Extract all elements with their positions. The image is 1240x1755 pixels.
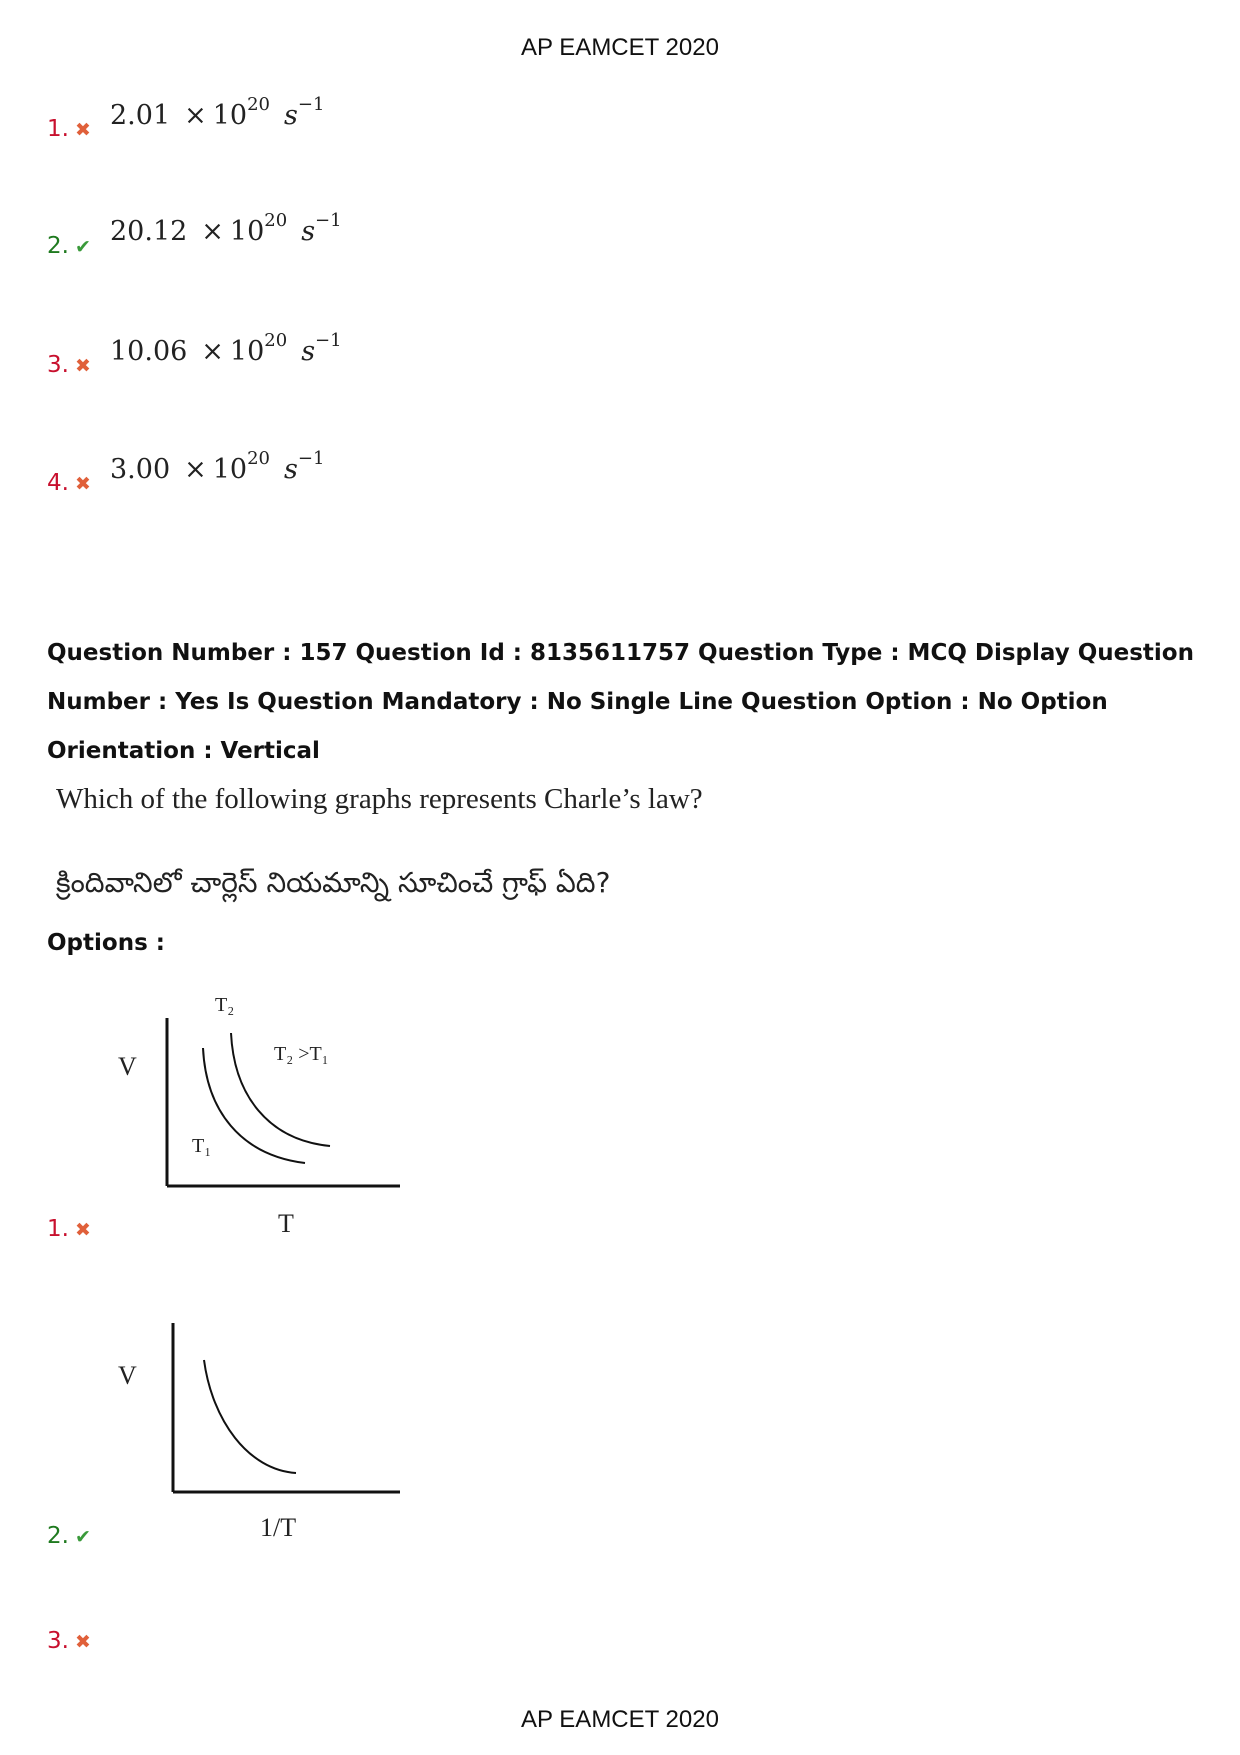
curve-relation-note: T₂ >T₁	[274, 1043, 329, 1065]
option-number: 1.	[47, 116, 69, 142]
option-1	[47, 1216, 91, 1242]
option-2-graph	[118, 1323, 400, 1542]
x-axis-label: 1/T	[260, 1513, 297, 1542]
prev-option-4-formula: $3.00 \times 10^{20}$ $s^{-1}$	[110, 448, 325, 485]
page-header: AP EAMCET 2020	[521, 34, 719, 61]
curve	[204, 1360, 296, 1473]
question-text-english: Which of the following graphs represents Charle’s law?	[56, 783, 703, 815]
option-2	[47, 1523, 91, 1549]
option-number: 3.	[47, 1628, 69, 1654]
option-1-graph	[118, 994, 400, 1238]
check-icon: ✔	[74, 236, 91, 258]
prev-option-1-formula: $2.01 \times 10^{20}$ $s^{-1}$	[110, 94, 325, 131]
option-number: 4.	[47, 470, 69, 496]
options-label: Options :	[47, 930, 165, 956]
wrong-icon: ✖	[74, 473, 91, 495]
option-number: 2.	[47, 1523, 69, 1549]
curve-label-t2: T₂	[215, 994, 235, 1016]
question-meta: Question Number : 157 Question Id : 8135611757 Question Type : MCQ Display Question Number : Yes Is Question Mandatory : No Single Line Question Option : No Option Orientation : Vertical	[47, 640, 1194, 764]
option-number: 3.	[47, 352, 69, 378]
prev-option-2-formula: $20.12 \times 10^{20}$ $s^{-1}$	[110, 210, 342, 247]
wrong-icon: ✖	[74, 1631, 91, 1653]
y-axis-label: V	[118, 1361, 137, 1390]
x-axis-label: T	[278, 1209, 294, 1238]
wrong-icon: ✖	[74, 355, 91, 377]
option-number: 1.	[47, 1216, 69, 1242]
check-icon: ✔	[74, 1526, 91, 1548]
option-3	[47, 1628, 91, 1654]
question-text-telugu: క్రిందివానిలో చార్లెస్ నియమాన్ని సూచించే గ్రాఫ్ ఏది?	[56, 866, 611, 899]
wrong-icon: ✖	[74, 119, 91, 141]
option-number: 2.	[47, 233, 69, 259]
page-footer: AP EAMCET 2020	[521, 1706, 719, 1733]
y-axis-label: V	[118, 1052, 137, 1081]
wrong-icon: ✖	[74, 1219, 91, 1241]
curve-label-t1: T₁	[192, 1135, 212, 1157]
prev-option-3-formula: $10.06 \times 10^{20}$ $s^{-1}$	[110, 330, 342, 367]
